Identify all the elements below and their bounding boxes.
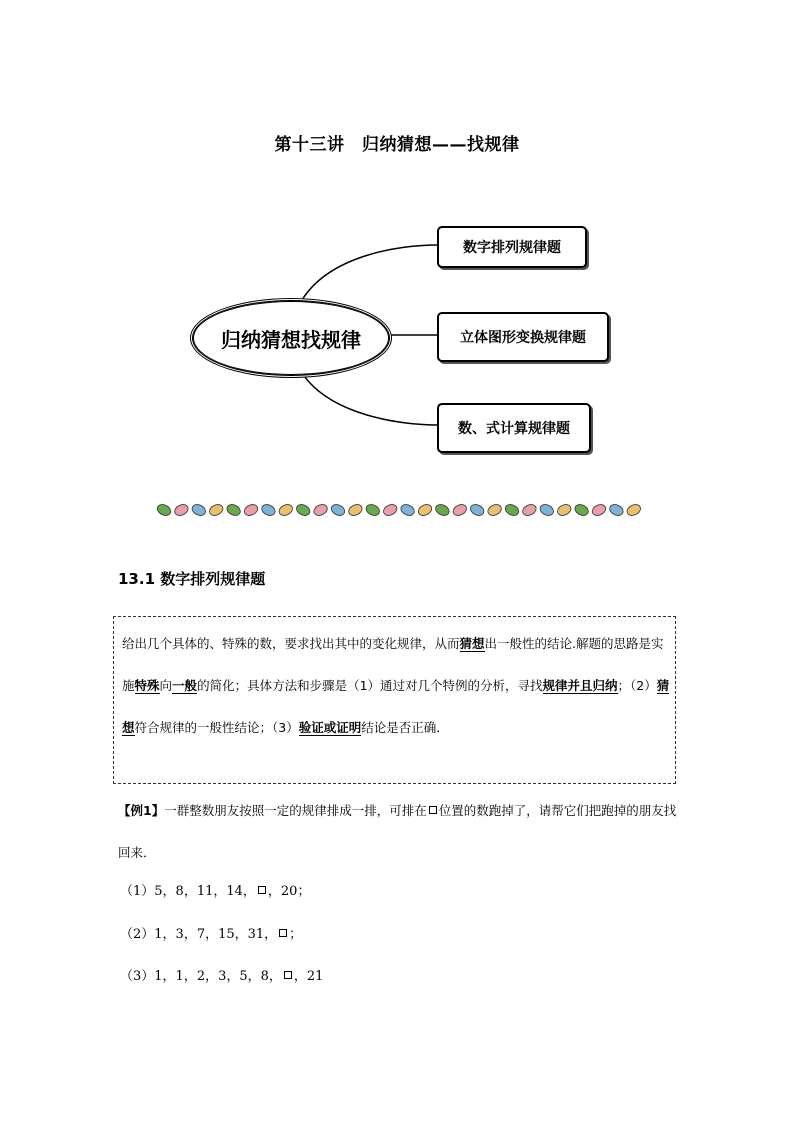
method-summary-box <box>113 616 676 784</box>
blank-square-icon <box>279 929 287 937</box>
mindmap-branch-number-pattern: 数字排列规律题 <box>437 226 587 268</box>
leaf-icon <box>608 503 625 518</box>
box-text: 向 <box>159 678 173 693</box>
sequence-3 <box>120 965 323 984</box>
leaf-icon <box>173 503 190 518</box>
sequence-text: （2）1，3，7，15，31， <box>120 927 278 942</box>
leaf-icon <box>382 503 399 518</box>
box-text: 的简化；具体方法和步骤是（1）通过对几个特例的分析，寻找 <box>197 678 543 693</box>
example-1-prompt <box>118 790 678 874</box>
section-title: 13.1 数字排列规律题 <box>118 570 266 588</box>
keyword-guess: 猜想 <box>459 636 485 651</box>
leaf-icon <box>625 503 642 518</box>
mindmap-branch-calculation: 数、式计算规律题 <box>437 403 591 453</box>
leaf-icon <box>347 503 364 518</box>
keyword-special: 特殊 <box>134 678 160 693</box>
leaf-icon <box>399 503 416 518</box>
leaf-border-divider <box>152 498 642 522</box>
keyword-find-rule: 规律并且归纳 <box>542 678 618 693</box>
sequence-text: ，20； <box>267 884 311 899</box>
box-text: ；（2） <box>617 678 657 693</box>
leaf-icon <box>451 503 468 518</box>
leaf-icon <box>312 503 329 518</box>
blank-square-icon <box>284 971 292 979</box>
keyword-general: 一般 <box>172 678 198 693</box>
example-text: 位置的数跑掉了，请帮它们把跑掉的朋友找回来． <box>118 803 677 860</box>
leaf-icon <box>225 503 242 518</box>
box-text: 给出几个具体的、特殊的数，要求找出其中的变化规律，从而 <box>122 636 460 651</box>
page-title: 第十三讲 归纳猜想——找规律 <box>274 135 520 155</box>
blank-square-icon <box>258 886 266 894</box>
sequence-1 <box>120 880 310 899</box>
leaf-icon <box>504 503 521 518</box>
leaf-icon <box>556 503 573 518</box>
example-text: 一群整数朋友按照一定的规律排成一排，可排在 <box>164 803 427 818</box>
sequence-text: （1）5，8，11，14， <box>120 884 256 899</box>
leaf-icon <box>364 503 381 518</box>
leaf-icon <box>156 503 173 518</box>
box-text: 结论是否正确． <box>361 720 449 735</box>
blank-square-icon <box>429 806 437 814</box>
sequence-2 <box>120 923 302 942</box>
leaf-icon <box>538 503 555 518</box>
leaf-icon <box>330 503 347 518</box>
leaf-icon <box>190 503 207 518</box>
sequence-text: ，21 <box>293 969 324 984</box>
leaf-icon <box>243 503 260 518</box>
box-text: 出一般性的结论.解题的思路是实施 <box>122 636 664 693</box>
mindmap-center-node: 归纳猜想找规律 <box>190 298 392 378</box>
sequence-text: （3）1，1，2，3，5，8， <box>120 969 282 984</box>
leaf-icon <box>486 503 503 518</box>
leaf-icon <box>591 503 608 518</box>
sequence-text: ； <box>289 927 303 942</box>
leaf-icon <box>208 503 225 518</box>
connector-bottom <box>302 373 437 425</box>
leaf-icon <box>573 503 590 518</box>
leaf-icon <box>260 503 277 518</box>
connector-top <box>302 245 437 300</box>
leaf-icon <box>521 503 538 518</box>
leaf-icon <box>277 503 294 518</box>
leaf-icon <box>417 503 434 518</box>
mindmap-branch-solid-figure: 立体图形变换规律题 <box>437 312 609 362</box>
box-text: 符合规律的一般性结论；（3） <box>134 720 299 735</box>
keyword-guess-2: 猜想 <box>122 678 670 735</box>
leaf-icon <box>469 503 486 518</box>
leaf-icon <box>434 503 451 518</box>
keyword-verify: 验证或证明 <box>298 720 362 735</box>
example-label: 【例1】 <box>118 803 165 818</box>
leaf-icon <box>295 503 312 518</box>
